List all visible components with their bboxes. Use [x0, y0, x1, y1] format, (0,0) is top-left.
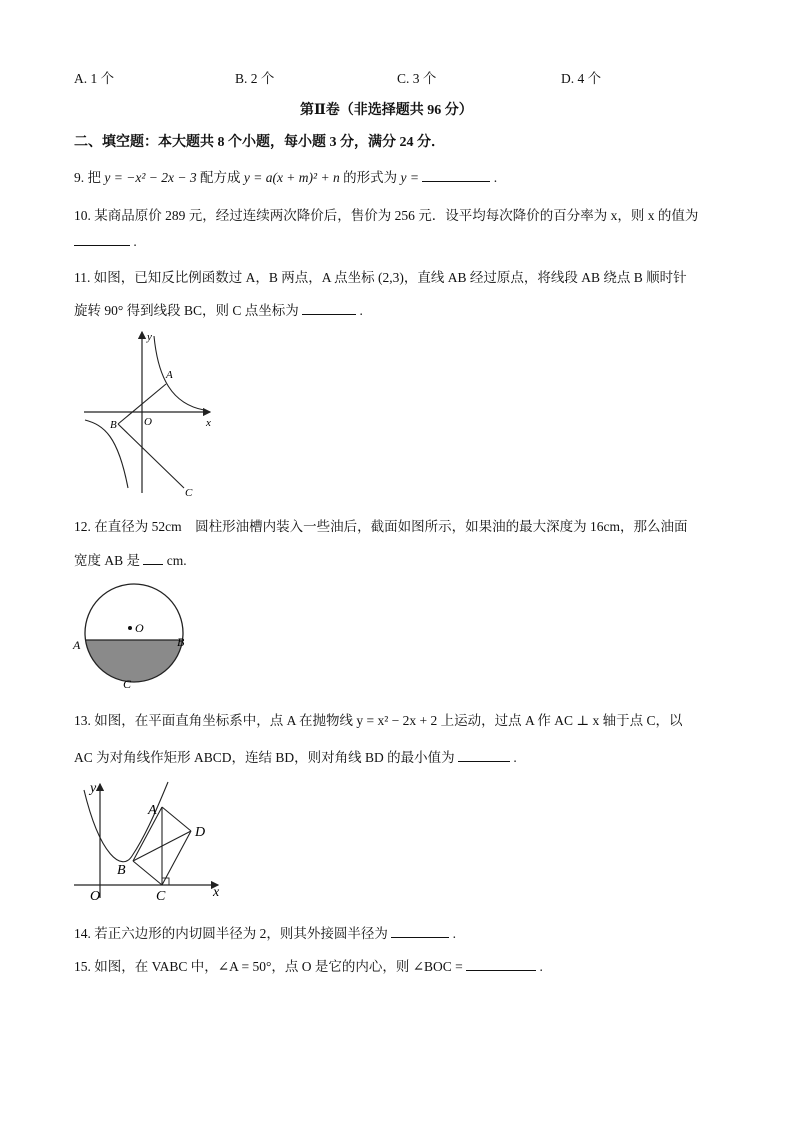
q11-end: .: [359, 303, 363, 318]
q11-label-o: O: [144, 416, 152, 428]
option-b: B. 2 个: [235, 71, 275, 86]
q13-label-d: D: [195, 825, 206, 840]
q10-answer-blank: [74, 234, 130, 246]
q12-label-a: A: [73, 638, 81, 652]
question-12-line-2: [74, 549, 187, 569]
q11-label-y: y: [147, 331, 152, 343]
q9-end: .: [493, 170, 498, 185]
q15-end: .: [539, 959, 543, 974]
q14-answer-blank: [391, 926, 449, 938]
question-13-line-2: [74, 746, 517, 766]
question-13-line-1: 13. 如图，在平面直角坐标系中，点 A 在抛物线 y = x² − 2x + 2 上运动，过点 A 作 AC ⊥ x 轴于点 C，以: [74, 713, 683, 728]
q11-hyperbola-lower: [85, 420, 128, 488]
q13-line-2-text: AC 为对角线作矩形 ABCD，连结 BD，则对角线 BD 的最小值为: [74, 750, 455, 765]
q11-segment-bc: [118, 424, 184, 488]
q12-label-o: O: [135, 621, 144, 635]
q12-center-dot: [128, 626, 132, 630]
section-title: 第Ⅱ卷（非选择题共 96 分）: [300, 103, 473, 118]
q12-label-b: B: [177, 635, 185, 649]
question-11-line-2: [74, 299, 363, 319]
q11-hyperbola-upper: [154, 336, 204, 410]
q13-label-a: A: [148, 803, 157, 818]
q15-answer-blank: [466, 959, 536, 971]
q11-figure: [80, 328, 220, 500]
option-c: C. 3 个: [397, 71, 437, 86]
q9-mid: 配方成: [199, 170, 241, 185]
q12-label-c: C: [123, 677, 132, 690]
q14-end: .: [452, 926, 456, 941]
q12-oil-region: [86, 640, 183, 682]
q13-label-o: O: [90, 889, 101, 904]
q13-label-b: B: [117, 863, 126, 878]
q13-segment-bc: [133, 861, 162, 885]
question-9: [74, 166, 497, 186]
option-a: A. 1 个: [74, 71, 115, 86]
q15-text: 15. 如图，在 VABC 中，∠A = 50°，点 O 是它的内心，则 ∠BOC =: [74, 959, 463, 974]
question-15: [74, 955, 543, 975]
q9-expression-2: y = a(x + m)² + n: [243, 170, 340, 185]
q9-answer-blank: [422, 170, 490, 182]
section-heading: 二、填空题：本大题共 8 个小题，每小题 3 分，满分 24 分．: [74, 135, 445, 150]
q9-pre: 把: [87, 170, 101, 185]
question-10-line-2: [74, 234, 137, 250]
q12-end: cm.: [166, 553, 187, 568]
q12-answer-blank: [143, 553, 163, 565]
q13-answer-blank: [458, 750, 510, 762]
q13-end: .: [513, 750, 517, 765]
q11-label-b: B: [110, 419, 117, 431]
question-12-line-1: 12. 在直径为 52cm 圆柱形油槽内装入一些油后，截面如图所示，如果油的最大深度为 16cm，那么油面: [74, 519, 688, 534]
question-10-line-1: 10. 某商品原价 289 元，经过连续两次降价后，售价为 256 元．设平均每次降价的百分率为 x，则 x 的值为: [74, 208, 699, 223]
q11-line-2-text: 旋转 90° 得到线段 BC，则 C 点坐标为: [74, 303, 299, 318]
q13-figure: [70, 776, 230, 906]
q13-label-c: C: [156, 889, 166, 904]
q9-number: 9.: [74, 170, 85, 185]
q10-end: .: [133, 234, 137, 249]
q13-label-x: x: [213, 885, 220, 900]
q12-figure: [70, 578, 200, 690]
question-14: [74, 922, 456, 942]
q9-post: 的形式为: [343, 170, 398, 185]
q11-label-a: A: [166, 369, 173, 381]
q9-answer-lead: y =: [400, 170, 419, 185]
q12-line-2-text: 宽度 AB 是: [74, 553, 141, 568]
q14-text: 14. 若正六边形的内切圆半径为 2，则其外接圆半径为: [74, 926, 388, 941]
q11-answer-blank: [302, 303, 356, 315]
q11-label-c: C: [185, 487, 193, 499]
question-11-line-1: 11. 如图，已知反比例函数过 A，B 两点，A 点坐标 (2,3)，直线 AB 经过原点，将线段 AB 绕点 B 顺时针: [74, 270, 687, 285]
option-d: D. 4 个: [561, 71, 602, 86]
q11-label-x: x: [206, 417, 211, 429]
q13-label-y: y: [90, 781, 97, 796]
q13-segment-ad: [162, 807, 191, 831]
q9-expression-1: y = −x² − 2x − 3: [104, 170, 197, 185]
